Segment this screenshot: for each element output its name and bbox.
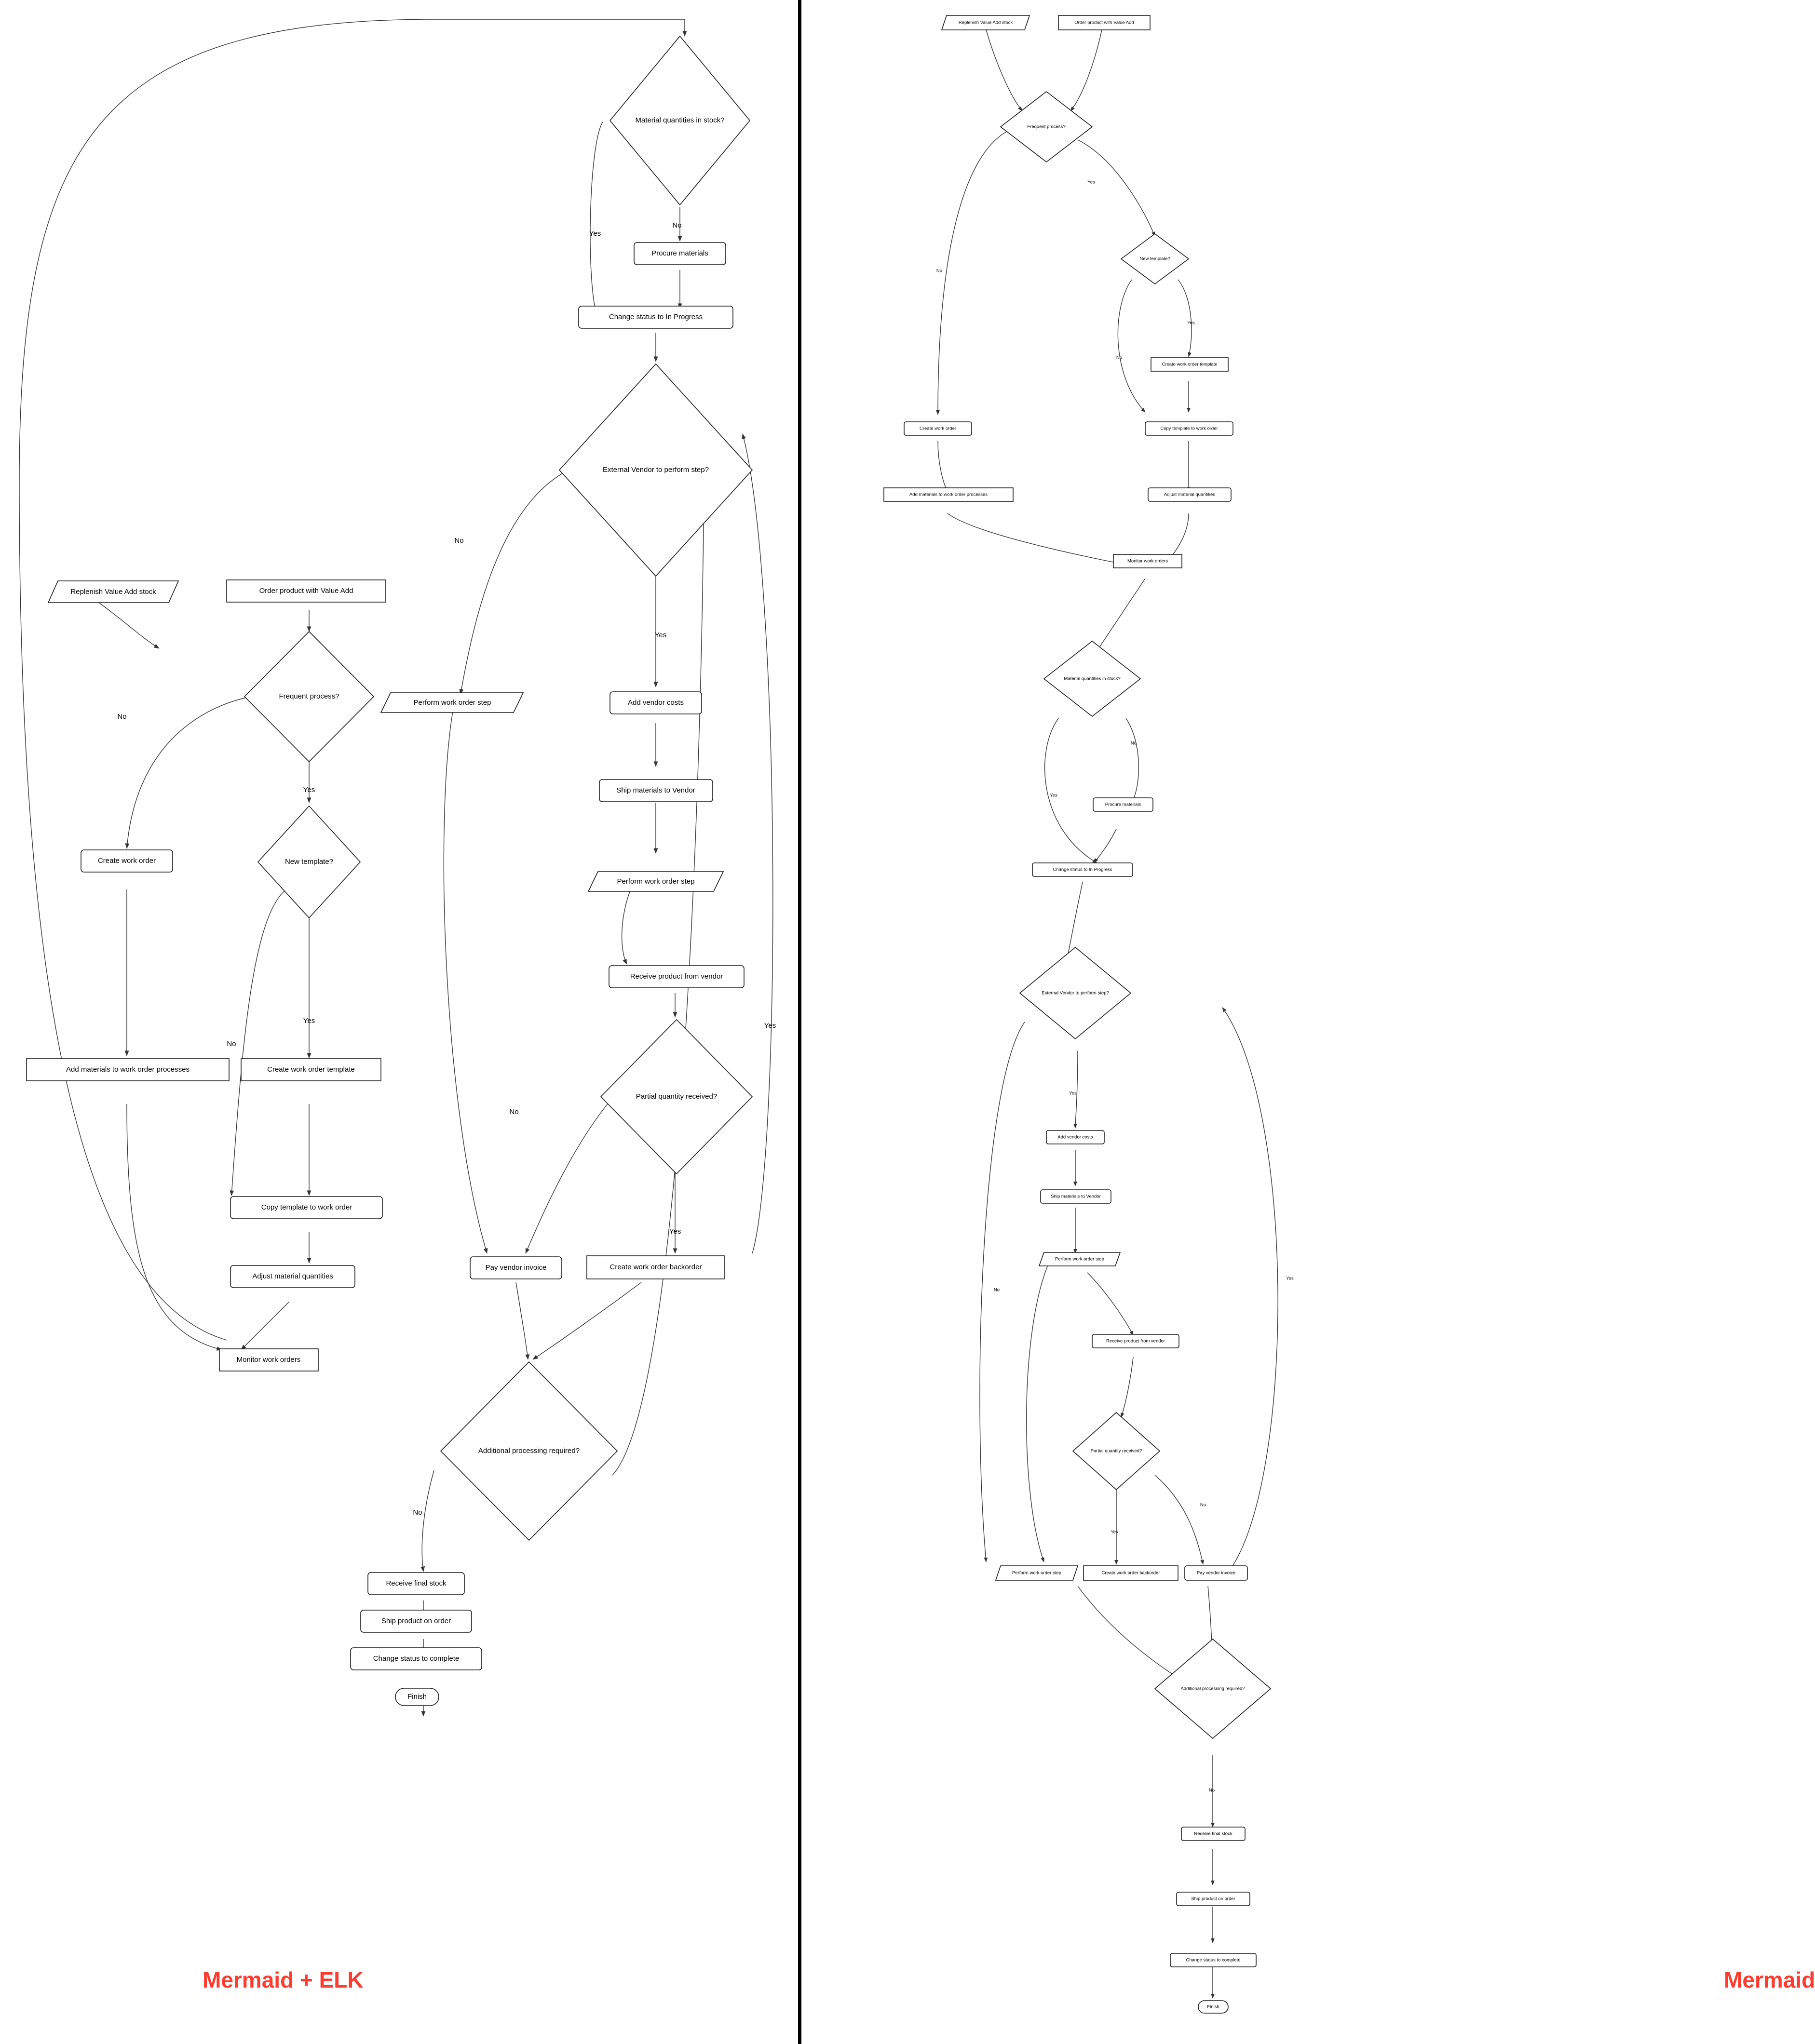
node-copy-template[interactable]: [1145, 422, 1233, 435]
node-ship-to-vendor[interactable]: [599, 780, 713, 802]
node-label: Create work order backorder: [1101, 1570, 1160, 1576]
node-label: Perform work order step: [617, 877, 695, 886]
node-material-quantities[interactable]: [610, 36, 750, 205]
node-label: Pay vendor invoice: [485, 1263, 547, 1272]
node-label: Partial quantity received?: [1090, 1448, 1142, 1454]
node-label: Change status to In Progress: [609, 312, 703, 321]
edge-label: Yes: [589, 229, 601, 238]
edge-label: No: [413, 1508, 422, 1517]
node-frequent-process[interactable]: [1001, 92, 1092, 162]
node-label: Partial quantity received?: [636, 1092, 718, 1101]
node-label: Monitor work orders: [236, 1355, 301, 1364]
node-label: Additional processing required?: [1180, 1686, 1245, 1692]
node-monitor[interactable]: [1113, 554, 1182, 568]
node-label: Material quantities in stock?: [1064, 676, 1121, 682]
edge-label: Yes: [764, 1021, 776, 1030]
edge-label: No: [1200, 1502, 1206, 1508]
node-label: Add materials to work order processes: [909, 492, 988, 498]
node-label: New template?: [1139, 256, 1170, 262]
panel-caption-mermaid: Mermaid: [1724, 1967, 1815, 1992]
node-new-template[interactable]: [258, 806, 360, 918]
node-partial-quantity[interactable]: [1073, 1412, 1160, 1490]
node-label: Procure materials: [1105, 802, 1141, 807]
node-label: Change status to complete: [373, 1654, 460, 1663]
node-perform-step[interactable]: [996, 1566, 1078, 1580]
flowchart-elk: [0, 0, 796, 1957]
node-label: Additional processing required?: [478, 1446, 580, 1455]
node-label: Ship materials to Vendor: [616, 786, 695, 794]
node-pay-invoice[interactable]: [470, 1257, 562, 1279]
node-partial-quantity[interactable]: [601, 1020, 752, 1174]
node-receive-product[interactable]: [1092, 1334, 1179, 1348]
node-add-vendor-costs[interactable]: [1046, 1130, 1104, 1144]
node-label: Add materials to work order processes: [66, 1065, 190, 1074]
node-create-backorder[interactable]: [587, 1256, 724, 1279]
node-label: Create work order: [97, 856, 156, 865]
node-receive-final[interactable]: [368, 1573, 464, 1595]
node-frequent-process[interactable]: [244, 632, 374, 762]
node-pay-invoice[interactable]: [1185, 1566, 1247, 1580]
node-order-product[interactable]: [1058, 15, 1150, 30]
node-create-backorder[interactable]: [1084, 1566, 1178, 1580]
node-finish[interactable]: [395, 1688, 439, 1706]
edge-label: Yes: [654, 631, 667, 639]
node-ship-product[interactable]: [361, 1610, 472, 1632]
node-label: Procure materials: [651, 249, 708, 257]
node-ship-product[interactable]: [1177, 1892, 1250, 1906]
node-label: Ship product on order: [381, 1616, 451, 1625]
node-label: Ship product on order: [1191, 1896, 1235, 1902]
node-label: Frequent process?: [1027, 124, 1066, 130]
node-create-template[interactable]: [1151, 358, 1228, 371]
edge-label: No: [1208, 1788, 1215, 1793]
node-label: Monitor work orders: [1127, 558, 1168, 564]
node-external-vendor[interactable]: [559, 364, 752, 576]
node-label: Create work order backorder: [610, 1263, 702, 1271]
node-label: New template?: [284, 857, 334, 866]
node-label: Copy template to work order: [261, 1203, 352, 1211]
node-label: Add vendor costs: [628, 698, 684, 707]
edge-label: No: [1130, 740, 1137, 746]
node-status-complete[interactable]: [351, 1648, 482, 1670]
edge-label: Yes: [1286, 1276, 1294, 1281]
node-ship-to-vendor[interactable]: [1041, 1190, 1111, 1203]
node-add-materials[interactable]: [27, 1059, 229, 1081]
node-label: Finish: [1207, 2004, 1219, 2010]
node-order-product[interactable]: [227, 580, 386, 602]
edge-label: Yes: [1187, 320, 1195, 326]
node-monitor[interactable]: [219, 1349, 318, 1371]
panel-caption-elk: Mermaid + ELK: [203, 1967, 364, 1992]
edge-label: Yes: [1050, 793, 1057, 798]
edge-label: No: [227, 1039, 236, 1048]
node-label: Order product with Value Add: [1074, 20, 1134, 26]
edge-label: Yes: [1087, 179, 1095, 185]
edge-label: No: [672, 221, 682, 229]
node-procure-materials[interactable]: [634, 242, 726, 265]
node-status-complete[interactable]: [1170, 1953, 1256, 1967]
edge-label: Yes: [1111, 1529, 1118, 1535]
node-label: Frequent process?: [279, 692, 339, 700]
node-label: External Vendor to perform step?: [1042, 990, 1109, 996]
diagram-panel-mermaid: [808, 0, 1815, 2044]
edge-label: Yes: [303, 1016, 315, 1025]
panel-divider: [798, 0, 801, 2044]
node-finish[interactable]: [1198, 2001, 1228, 2013]
node-receive-product[interactable]: [609, 966, 744, 988]
node-add-materials[interactable]: [884, 488, 1013, 501]
node-new-template[interactable]: [1121, 234, 1189, 284]
node-label: Finish: [407, 1692, 427, 1701]
node-label: Replenish Value Add stock: [958, 20, 1013, 26]
edge-label: No: [1116, 355, 1123, 361]
node-external-vendor[interactable]: [1020, 947, 1131, 1039]
node-label: Perform work order step: [1012, 1570, 1061, 1576]
node-perform-step[interactable]: [381, 693, 523, 713]
node-label: Receive final stock: [1194, 1831, 1233, 1837]
node-perform-step-vendor[interactable]: [588, 872, 723, 891]
node-label: Perform work order step: [413, 698, 491, 707]
node-label: Add vendor costs: [1057, 1134, 1093, 1140]
node-material-quantities[interactable]: [1044, 641, 1140, 716]
node-adjust-material[interactable]: [230, 1265, 355, 1288]
edge-label: Yes: [669, 1227, 681, 1236]
node-status-in-progress[interactable]: [1032, 863, 1133, 876]
node-label: Ship materials to Vendor: [1051, 1194, 1101, 1199]
node-replenish[interactable]: [48, 581, 178, 603]
node-create-work-order[interactable]: [81, 850, 173, 872]
node-label: Receive final stock: [386, 1579, 447, 1587]
node-label: Replenish Value Add stock: [70, 587, 156, 596]
node-label: Receive product from vendor: [630, 972, 723, 981]
node-adjust-material[interactable]: [1148, 488, 1231, 501]
node-label: Material quantities in stock?: [635, 116, 725, 124]
node-copy-template[interactable]: [230, 1197, 382, 1219]
node-perform-step-vendor[interactable]: [1039, 1252, 1120, 1266]
node-label: Perform work order step: [1055, 1256, 1104, 1262]
edge-label: No: [509, 1107, 519, 1116]
node-label: Change status to In Progress: [1053, 867, 1112, 873]
node-add-vendor-costs[interactable]: [610, 692, 702, 714]
node-receive-final[interactable]: [1181, 1827, 1245, 1841]
node-label: Order product with Value Add: [259, 586, 353, 595]
node-label: Create work order template: [267, 1065, 355, 1074]
edge-label: No: [454, 536, 464, 545]
node-procure-materials[interactable]: [1093, 798, 1153, 811]
node-replenish[interactable]: [942, 15, 1029, 30]
node-additional-processing[interactable]: [441, 1362, 617, 1540]
flowchart-mermaid: [808, 0, 1450, 2010]
node-label: Adjust material quantities: [1164, 492, 1216, 498]
node-create-template[interactable]: [241, 1059, 381, 1081]
node-label: Create work order: [919, 426, 957, 431]
edge-label: Yes: [1069, 1090, 1077, 1096]
node-additional-processing[interactable]: [1155, 1639, 1271, 1738]
node-label: External Vendor to perform step?: [602, 465, 709, 474]
node-label: Create work order template: [1162, 362, 1218, 367]
node-label: Receive product from vendor: [1106, 1338, 1165, 1344]
node-label: Adjust material quantities: [252, 1272, 333, 1280]
node-create-work-order[interactable]: [904, 422, 972, 435]
node-label: Pay vendor invoice: [1196, 1570, 1236, 1576]
edge-label: No: [936, 268, 943, 274]
node-label: Copy template to work order: [1160, 426, 1218, 431]
node-label: Change status to complete: [1186, 1957, 1241, 1963]
diagram-panel-elk: [0, 0, 796, 2044]
node-status-in-progress[interactable]: [579, 306, 733, 328]
edge-label: Yes: [303, 785, 315, 794]
edge-label: No: [993, 1287, 1000, 1293]
edge-label: No: [117, 712, 127, 721]
